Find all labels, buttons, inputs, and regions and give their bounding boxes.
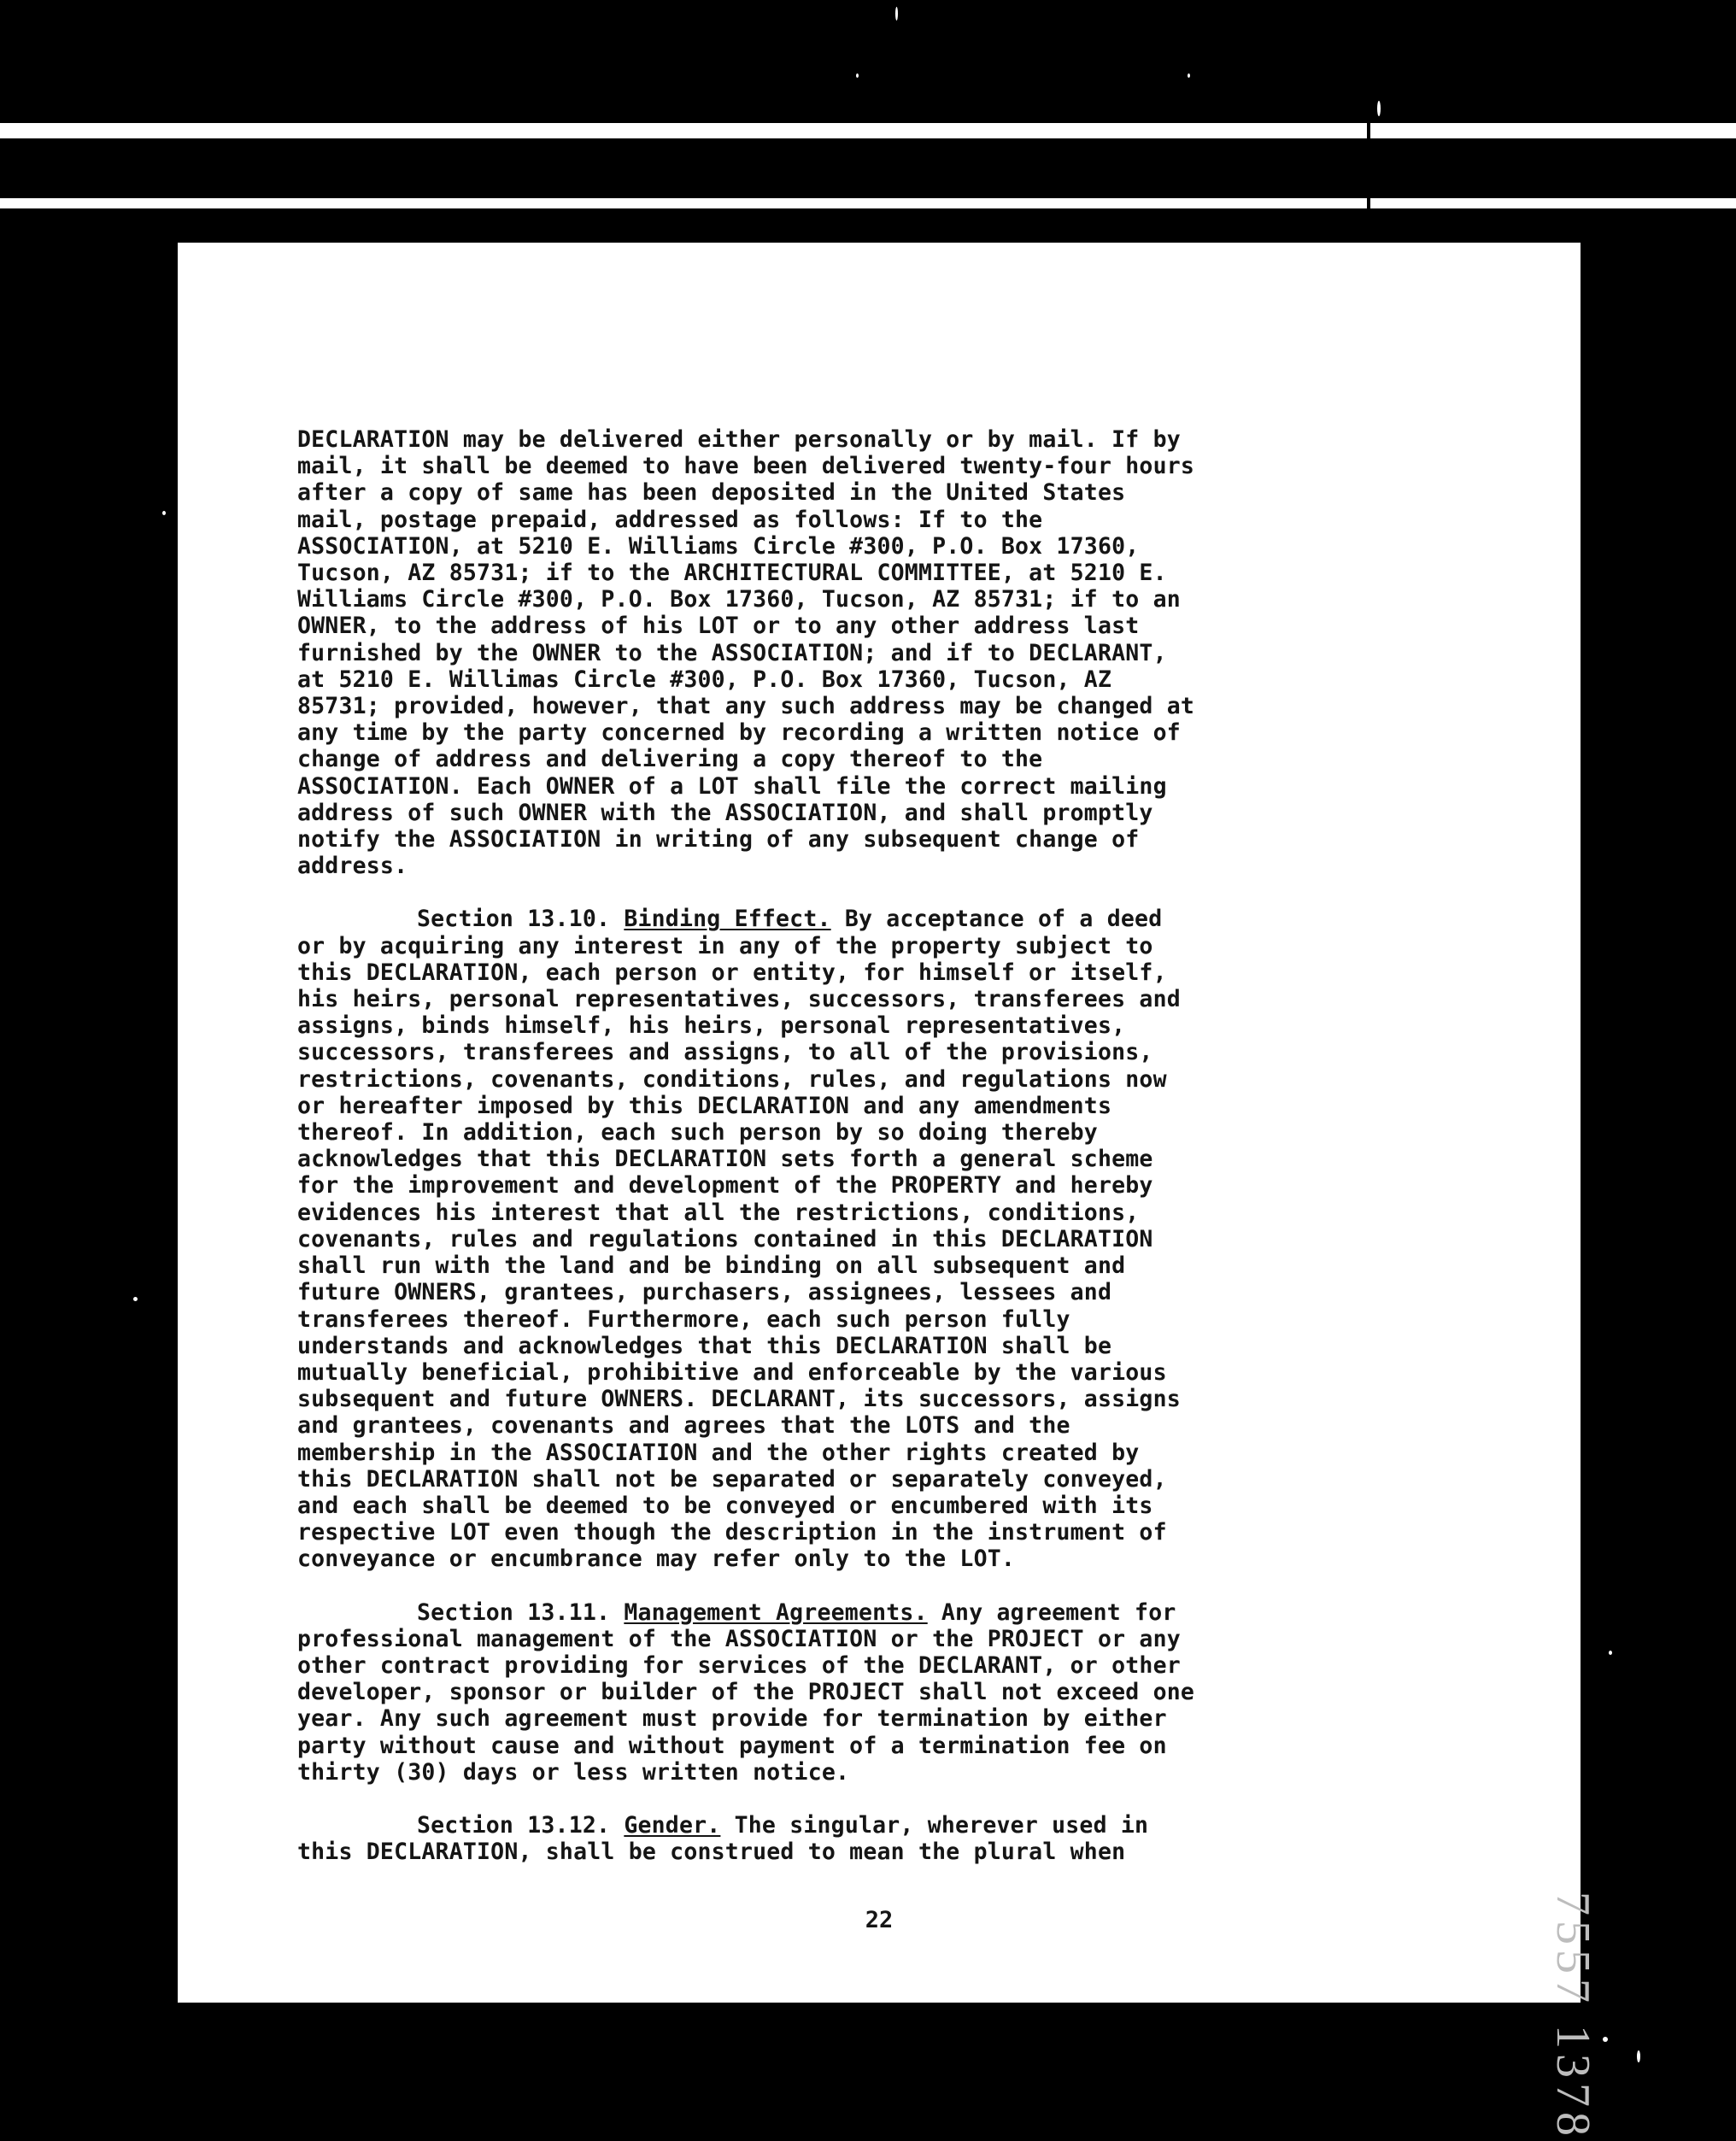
section-number: Section 13.10. [417,906,611,933]
scan-speck [1603,2037,1608,2042]
section-title: Binding Effect. [624,906,831,933]
page-number: 22 [865,1907,894,1933]
scan-speck [1377,101,1381,116]
section-gender [297,1812,1545,1865]
document-body [297,426,1545,1892]
scan-speck [895,7,898,21]
notice-delivery-paragraph: DECLARATION may be delivered either personally or by mail. If by mail, it shall be deemed to have been delivered twenty-four hours after a copy of same has been deposited in the United States mail, postage prepaid, addressed as follows: If to the ASSOCIATION, at 5210 E. Williams Circle #300, P.O. Box 17360, Tucson, AZ 85731; if to the ARCHITECTURAL COMMITTEE, at 5210 E. Williams Circle #300, P.O. Box 17360, Tucson, AZ 85731; if to an OWNER, to the address of his LOT or to any other address last furnished by the OWNER to the ASSOCIATION; and if to DECLARANT, at 5210 E. Willimas Circle #300, P.O. Box 17360, Tucson, AZ 85731; provided, however, that any such address may be changed at any time by the party concerned by recording a written notice of change of address and delivering a copy thereof to the ASSOCIATION. Each OWNER of a LOT shall file the correct mailing address of such OWNER with the ASSOCIATION, and shall promptly notify the ASSOCIATION in writing of any subsequent change of address. [297,426,1195,880]
scan-edge-band-upper [0,123,1736,138]
scan-speck [162,511,166,515]
section-number: Section 13.11. [417,1598,611,1626]
margin-stamp: 7557 1378 [1546,1892,1599,2141]
scan-speck [1609,1651,1612,1655]
section-title: Management Agreements. [624,1598,928,1626]
document-page [178,243,1599,2141]
section-title: Gender. [624,1811,721,1839]
scan-speck [1188,73,1190,78]
scan-speck [133,1297,138,1301]
section-body: The singular, wherever used in this DECLARATION, shall be construed to mean the plural when [297,1811,1149,1866]
section-body: Any agreement for professional management of the ASSOCIATION or the PROJECT or any other contract providing for services of the DECLARANT, or other developer, sponsor or builder of the PROJECT shall not exceed one year. Any such agreement must provide for termination by either party without cause and without payment of a termination fee on thirty (30) days or less written notice. [297,1598,1195,1786]
scan-notch-mark [1367,120,1370,231]
scan-speck [856,73,859,78]
scan-speck [1637,2050,1640,2062]
section-management-agreements [297,1599,1545,1786]
section-body: By acceptance of a deed or by acquiring any interest in any of the property subject to this DECLARATION, each person or entity, for himself or itself, his heirs, personal representatives, successors, transferees and assigns, binds himself, his heirs, personal representatives, successors, transferees and assigns, to all of the provisions, restrictions, covenants, conditions, rules, and regulations now or hereafter imposed by this DECLARATION and any amendments thereof. In addition, each such person by so doing thereby acknowledges that this DECLARATION sets forth a general scheme for the improvement and development of the PROPERTY and hereby evidences his interest that all the restrictions, conditions, covenants, rules and regulations contained in this DECLARATION shall run with the land and be binding on all subsequent and future OWNERS, grantees, purchasers, assignees, lessees and transferees thereof. Furthermore, each such person fully understands and acknowledges that this DECLARATION shall be mutually beneficial, prohibitive and enforceable by the various subsequent and future OWNERS. DECLARANT, its successors, assigns and grantees, covenants and agrees that the LOTS and the membership in the ASSOCIATION and the other rights created by this DECLARATION shall not be separated or separately conveyed, and each shall be deemed to be conveyed or encumbered with its respective LOT even though the description in the instrument of conveyance or encumbrance may refer only to the LOT. [297,906,1181,1573]
section-number: Section 13.12. [417,1811,611,1839]
scan-edge-band-lower [0,198,1736,208]
section-binding-effect [297,906,1545,1572]
